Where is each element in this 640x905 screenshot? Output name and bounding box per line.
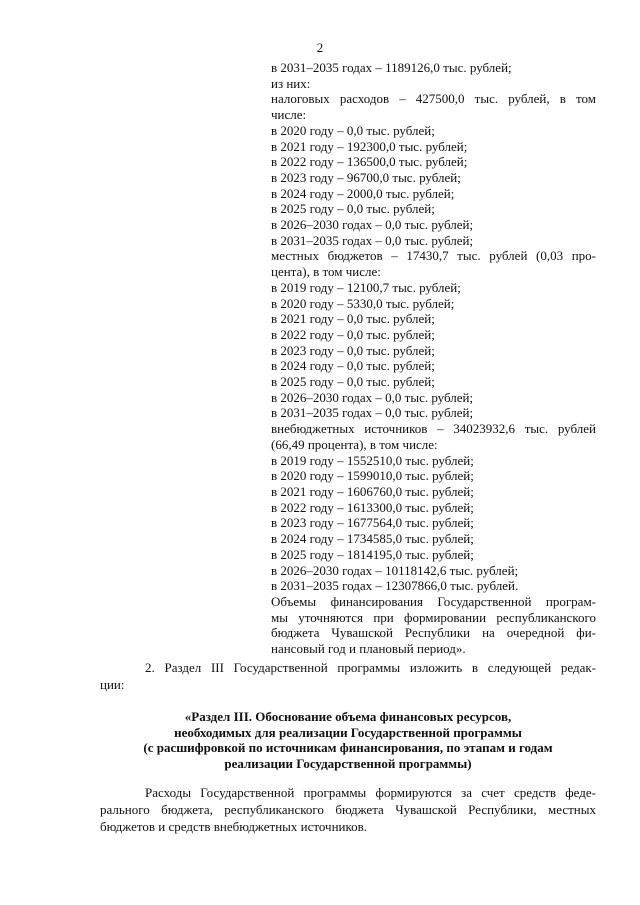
financing-line: нансовый год и плановый период». [271, 641, 466, 657]
financing-line: в 2022 году – 1613300,0 тыс. рублей; [271, 499, 474, 515]
section-paragraph-line-1: Расходы Государственной программы формируются за счет средств феде- [145, 785, 596, 800]
financing-line: в 2021 году – 1606760,0 тыс. рублей; [271, 483, 474, 499]
financing-line: в 2022 году – 136500,0 тыс. рублей; [271, 154, 468, 170]
financing-line: из них: [271, 75, 311, 91]
financing-line: в 2021 году – 192300,0 тыс. рублей; [271, 138, 468, 154]
financing-line: в 2031–2035 годах – 0,0 тыс. рублей; [271, 405, 474, 421]
financing-line: в 2025 году – 1814195,0 тыс. рублей; [271, 546, 474, 562]
financing-line: в 2024 году – 2000,0 тыс. рублей; [271, 185, 455, 201]
financing-line: в 2021 году – 0,0 тыс. рублей; [271, 311, 435, 327]
financing-line: в 2024 году – 1734585,0 тыс. рублей; [271, 531, 474, 547]
section-heading-line-1: «Раздел III. Обоснование объема финансовых ресурсов, [184, 709, 512, 724]
financing-line: в 2026–2030 годах – 0,0 тыс. рублей; [271, 217, 474, 233]
amendment-line-1: 2. Раздел III Государственной программы изложить в следующей редак- [145, 660, 596, 675]
section-paragraph-line-2: рального бюджета, республиканского бюджета Чувашской Республики, местных [100, 802, 596, 817]
financing-line: в 2020 году – 5330,0 тыс. рублей; [271, 295, 455, 311]
financing-line: числе: [271, 107, 307, 123]
section-heading-line-3: (с расшифровкой по источникам финансирования, по этапам и годам [143, 740, 553, 755]
amendment-line-2: ции: [100, 677, 125, 692]
financing-line: в 2024 году – 0,0 тыс. рублей; [271, 358, 435, 374]
financing-line: в 2019 году – 1552510,0 тыс. рублей; [271, 452, 474, 468]
financing-line: внебюджетных источников – 34023932,6 тыс. рублей [271, 421, 596, 437]
financing-line: налоговых расходов – 427500,0 тыс. рублей, в том [271, 91, 596, 107]
financing-line: в 2026–2030 годах – 10118142,6 тыс. рублей; [271, 562, 519, 578]
financing-line: в 2031–2035 годах – 0,0 тыс. рублей; [271, 232, 474, 248]
section-heading-line-2: необходимых для реализации Государственной программы [174, 724, 522, 740]
financing-line: в 2025 году – 0,0 тыс. рублей; [271, 374, 435, 390]
financing-line: в 2025 году – 0,0 тыс. рублей; [271, 201, 435, 217]
financing-line: в 2031–2035 годах – 1189126,0 тыс. рублей; [271, 60, 512, 75]
financing-line: в 2023 году – 0,0 тыс. рублей; [271, 342, 435, 358]
financing-line: мы уточняются при формировании республиканского [271, 609, 596, 625]
financing-line: в 2026–2030 годах – 0,0 тыс. рублей; [271, 389, 474, 405]
financing-line: в 2020 году – 1599010,0 тыс. рублей; [271, 468, 474, 484]
financing-line: Объемы финансирования Государственной програм- [271, 593, 596, 609]
financing-line: бюджета Чувашской Республики на очередной фи- [271, 625, 596, 641]
section-paragraph-line-3: бюджетов и средств внебюджетных источников. [100, 819, 368, 834]
financing-line: в 2020 году – 0,0 тыс. рублей; [271, 122, 435, 138]
financing-line: в 2023 году – 96700,0 тыс. рублей; [271, 169, 461, 185]
financing-breakdown [271, 60, 596, 657]
financing-line: цента), в том числе: [271, 264, 381, 280]
section-heading-line-4: реализации Государственной программы) [224, 755, 472, 771]
page-number: 2 [316, 40, 324, 55]
financing-line: в 2031–2035 годах – 12307866,0 тыс. рублей. [271, 578, 519, 594]
section-paragraph [100, 784, 596, 835]
financing-line: местных бюджетов – 17430,7 тыс. рублей (0,03 про- [271, 248, 596, 264]
financing-line: в 2022 году – 0,0 тыс. рублей; [271, 326, 435, 342]
financing-line: (66,49 процента), в том числе: [271, 436, 438, 452]
section-heading [100, 709, 596, 771]
financing-line: в 2019 году – 12100,7 тыс. рублей; [271, 279, 461, 295]
financing-line: в 2023 году – 1677564,0 тыс. рублей; [271, 515, 474, 531]
amendment-item [100, 659, 596, 693]
